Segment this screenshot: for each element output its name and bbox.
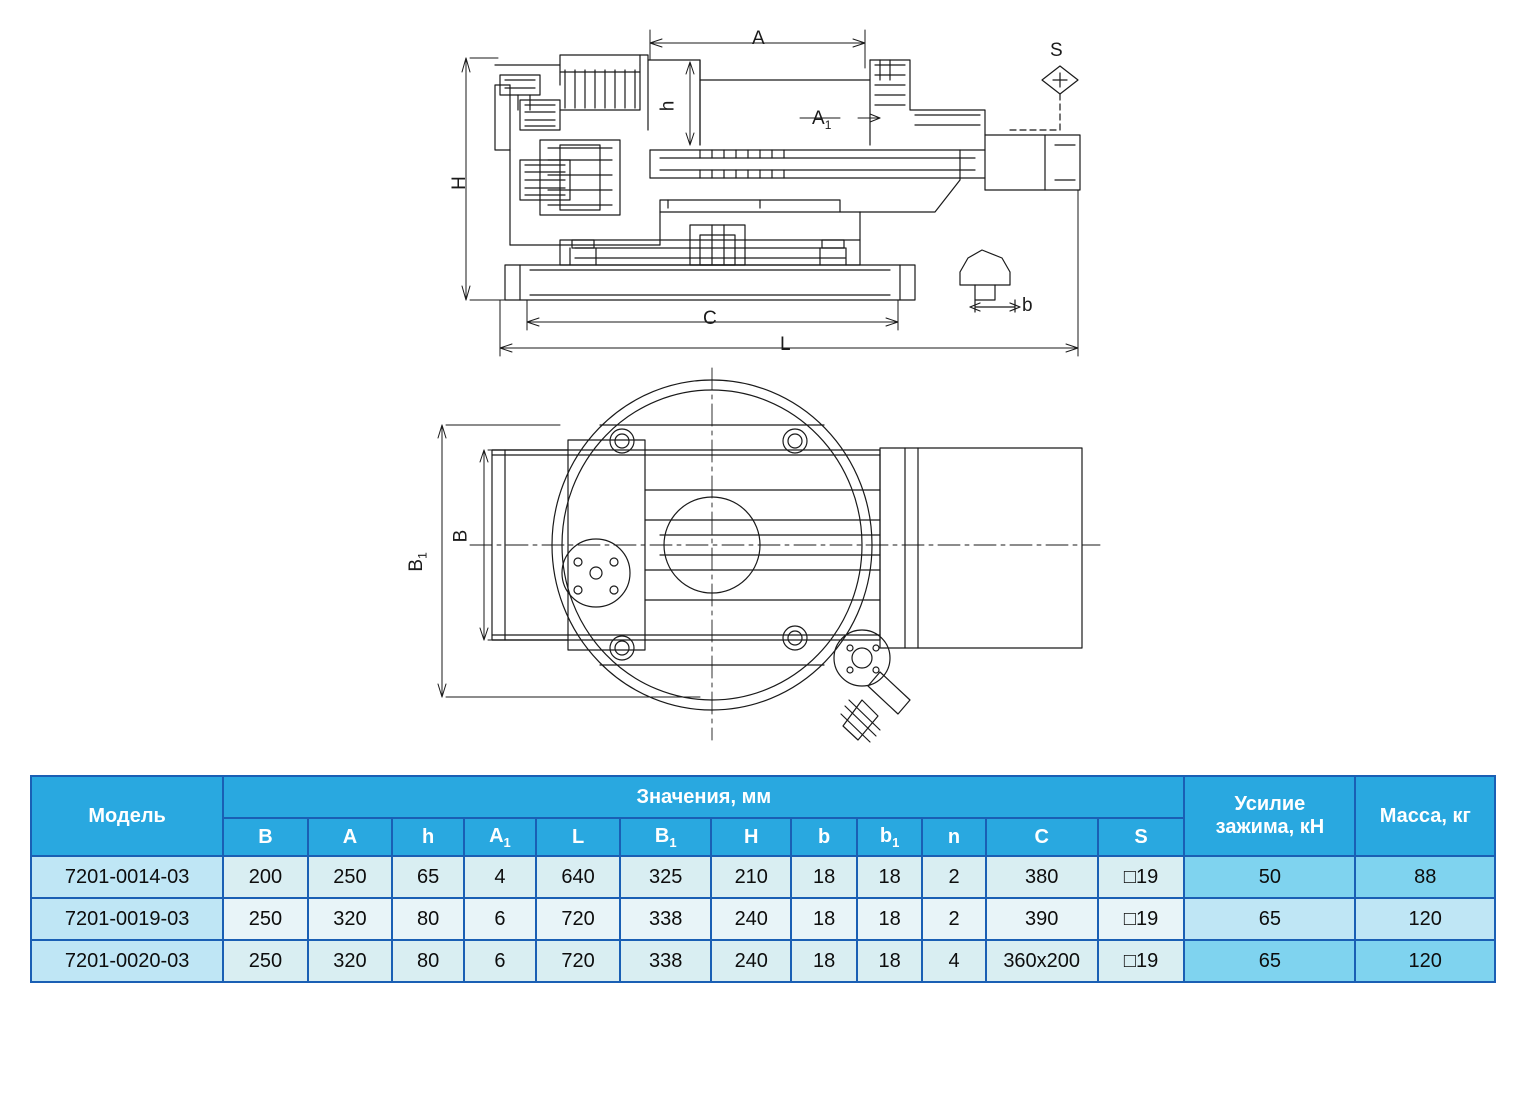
th-clamping-force	[1184, 776, 1355, 856]
th-col-A: A	[308, 818, 392, 856]
cell-A1: 6	[464, 898, 536, 940]
table-row	[31, 856, 1495, 898]
th-force-line1: Усилие	[1234, 793, 1306, 815]
spec-table-container	[30, 775, 1496, 983]
th-col-b: b	[791, 818, 856, 856]
th-col-H: H	[711, 818, 791, 856]
cell-A1: 4	[464, 856, 536, 898]
th-col-C: C	[986, 818, 1098, 856]
cell-C: 390	[986, 898, 1098, 940]
cell-H: 210	[711, 856, 791, 898]
cell-b1: 18	[857, 898, 922, 940]
dim-label-B1: $B_1$	[405, 552, 430, 572]
dim-label-H: H	[448, 176, 470, 190]
cell-force: 50	[1184, 856, 1355, 898]
cell-C: 380	[986, 856, 1098, 898]
cell-A: 250	[308, 856, 392, 898]
dim-label-h: h	[657, 100, 679, 112]
cell-H: 240	[711, 940, 791, 982]
dim-label-S: S	[1050, 40, 1063, 61]
table-body	[31, 856, 1495, 982]
th-col-A1: $A_1$	[464, 818, 536, 856]
dim-label-L: L	[780, 334, 791, 355]
cell-B1: 338	[620, 898, 711, 940]
cell-n: 2	[922, 856, 985, 898]
cell-B: 250	[223, 940, 307, 982]
cell-H: 240	[711, 898, 791, 940]
cell-force: 65	[1184, 898, 1355, 940]
cell-n: 2	[922, 898, 985, 940]
cell-S: □19	[1098, 898, 1185, 940]
cell-h: 65	[392, 856, 464, 898]
cell-B1: 338	[620, 940, 711, 982]
table-header-row-1	[31, 776, 1495, 818]
th-values-group: Значения, мм	[223, 776, 1184, 818]
cell-mass: 120	[1355, 898, 1495, 940]
dim-label-C: C	[703, 308, 717, 329]
cell-mass: 120	[1355, 940, 1495, 982]
cell-model: 7201-0020-03	[31, 940, 223, 982]
cell-h: 80	[392, 940, 464, 982]
cell-b1: 18	[857, 856, 922, 898]
cell-B: 250	[223, 898, 307, 940]
cell-model: 7201-0014-03	[31, 856, 223, 898]
spec-table	[30, 775, 1496, 983]
dim-label-A1: $A_1$	[812, 108, 832, 132]
th-col-B1: $B_1$	[620, 818, 711, 856]
th-col-b1: $b_1$	[857, 818, 922, 856]
cell-S: □19	[1098, 856, 1185, 898]
cell-A1: 6	[464, 940, 536, 982]
th-model: Модель	[31, 776, 223, 856]
table-row	[31, 898, 1495, 940]
cell-mass: 88	[1355, 856, 1495, 898]
cell-A: 320	[308, 940, 392, 982]
cell-C: 360x200	[986, 940, 1098, 982]
th-col-B: B	[223, 818, 307, 856]
cell-model: 7201-0019-03	[31, 898, 223, 940]
th-col-h: h	[392, 818, 464, 856]
cell-b: 18	[791, 940, 856, 982]
dim-label-B: B	[450, 529, 472, 543]
cell-n: 4	[922, 940, 985, 982]
th-force-line2: зажима, кН	[1215, 816, 1325, 838]
th-mass: Масса, кг	[1355, 776, 1495, 856]
cell-b: 18	[791, 856, 856, 898]
cell-L: 720	[536, 898, 620, 940]
cell-A: 320	[308, 898, 392, 940]
cell-L: 720	[536, 940, 620, 982]
cell-B1: 325	[620, 856, 711, 898]
dim-label-b: b	[1022, 295, 1033, 316]
cell-force: 65	[1184, 940, 1355, 982]
cell-b1: 18	[857, 940, 922, 982]
table-row	[31, 940, 1495, 982]
dim-label-A: A	[752, 28, 765, 49]
cell-B: 200	[223, 856, 307, 898]
cell-b: 18	[791, 898, 856, 940]
cell-h: 80	[392, 898, 464, 940]
cell-S: □19	[1098, 940, 1185, 982]
cell-L: 640	[536, 856, 620, 898]
th-col-L: L	[536, 818, 620, 856]
th-col-n: n	[922, 818, 985, 856]
th-col-S: S	[1098, 818, 1185, 856]
